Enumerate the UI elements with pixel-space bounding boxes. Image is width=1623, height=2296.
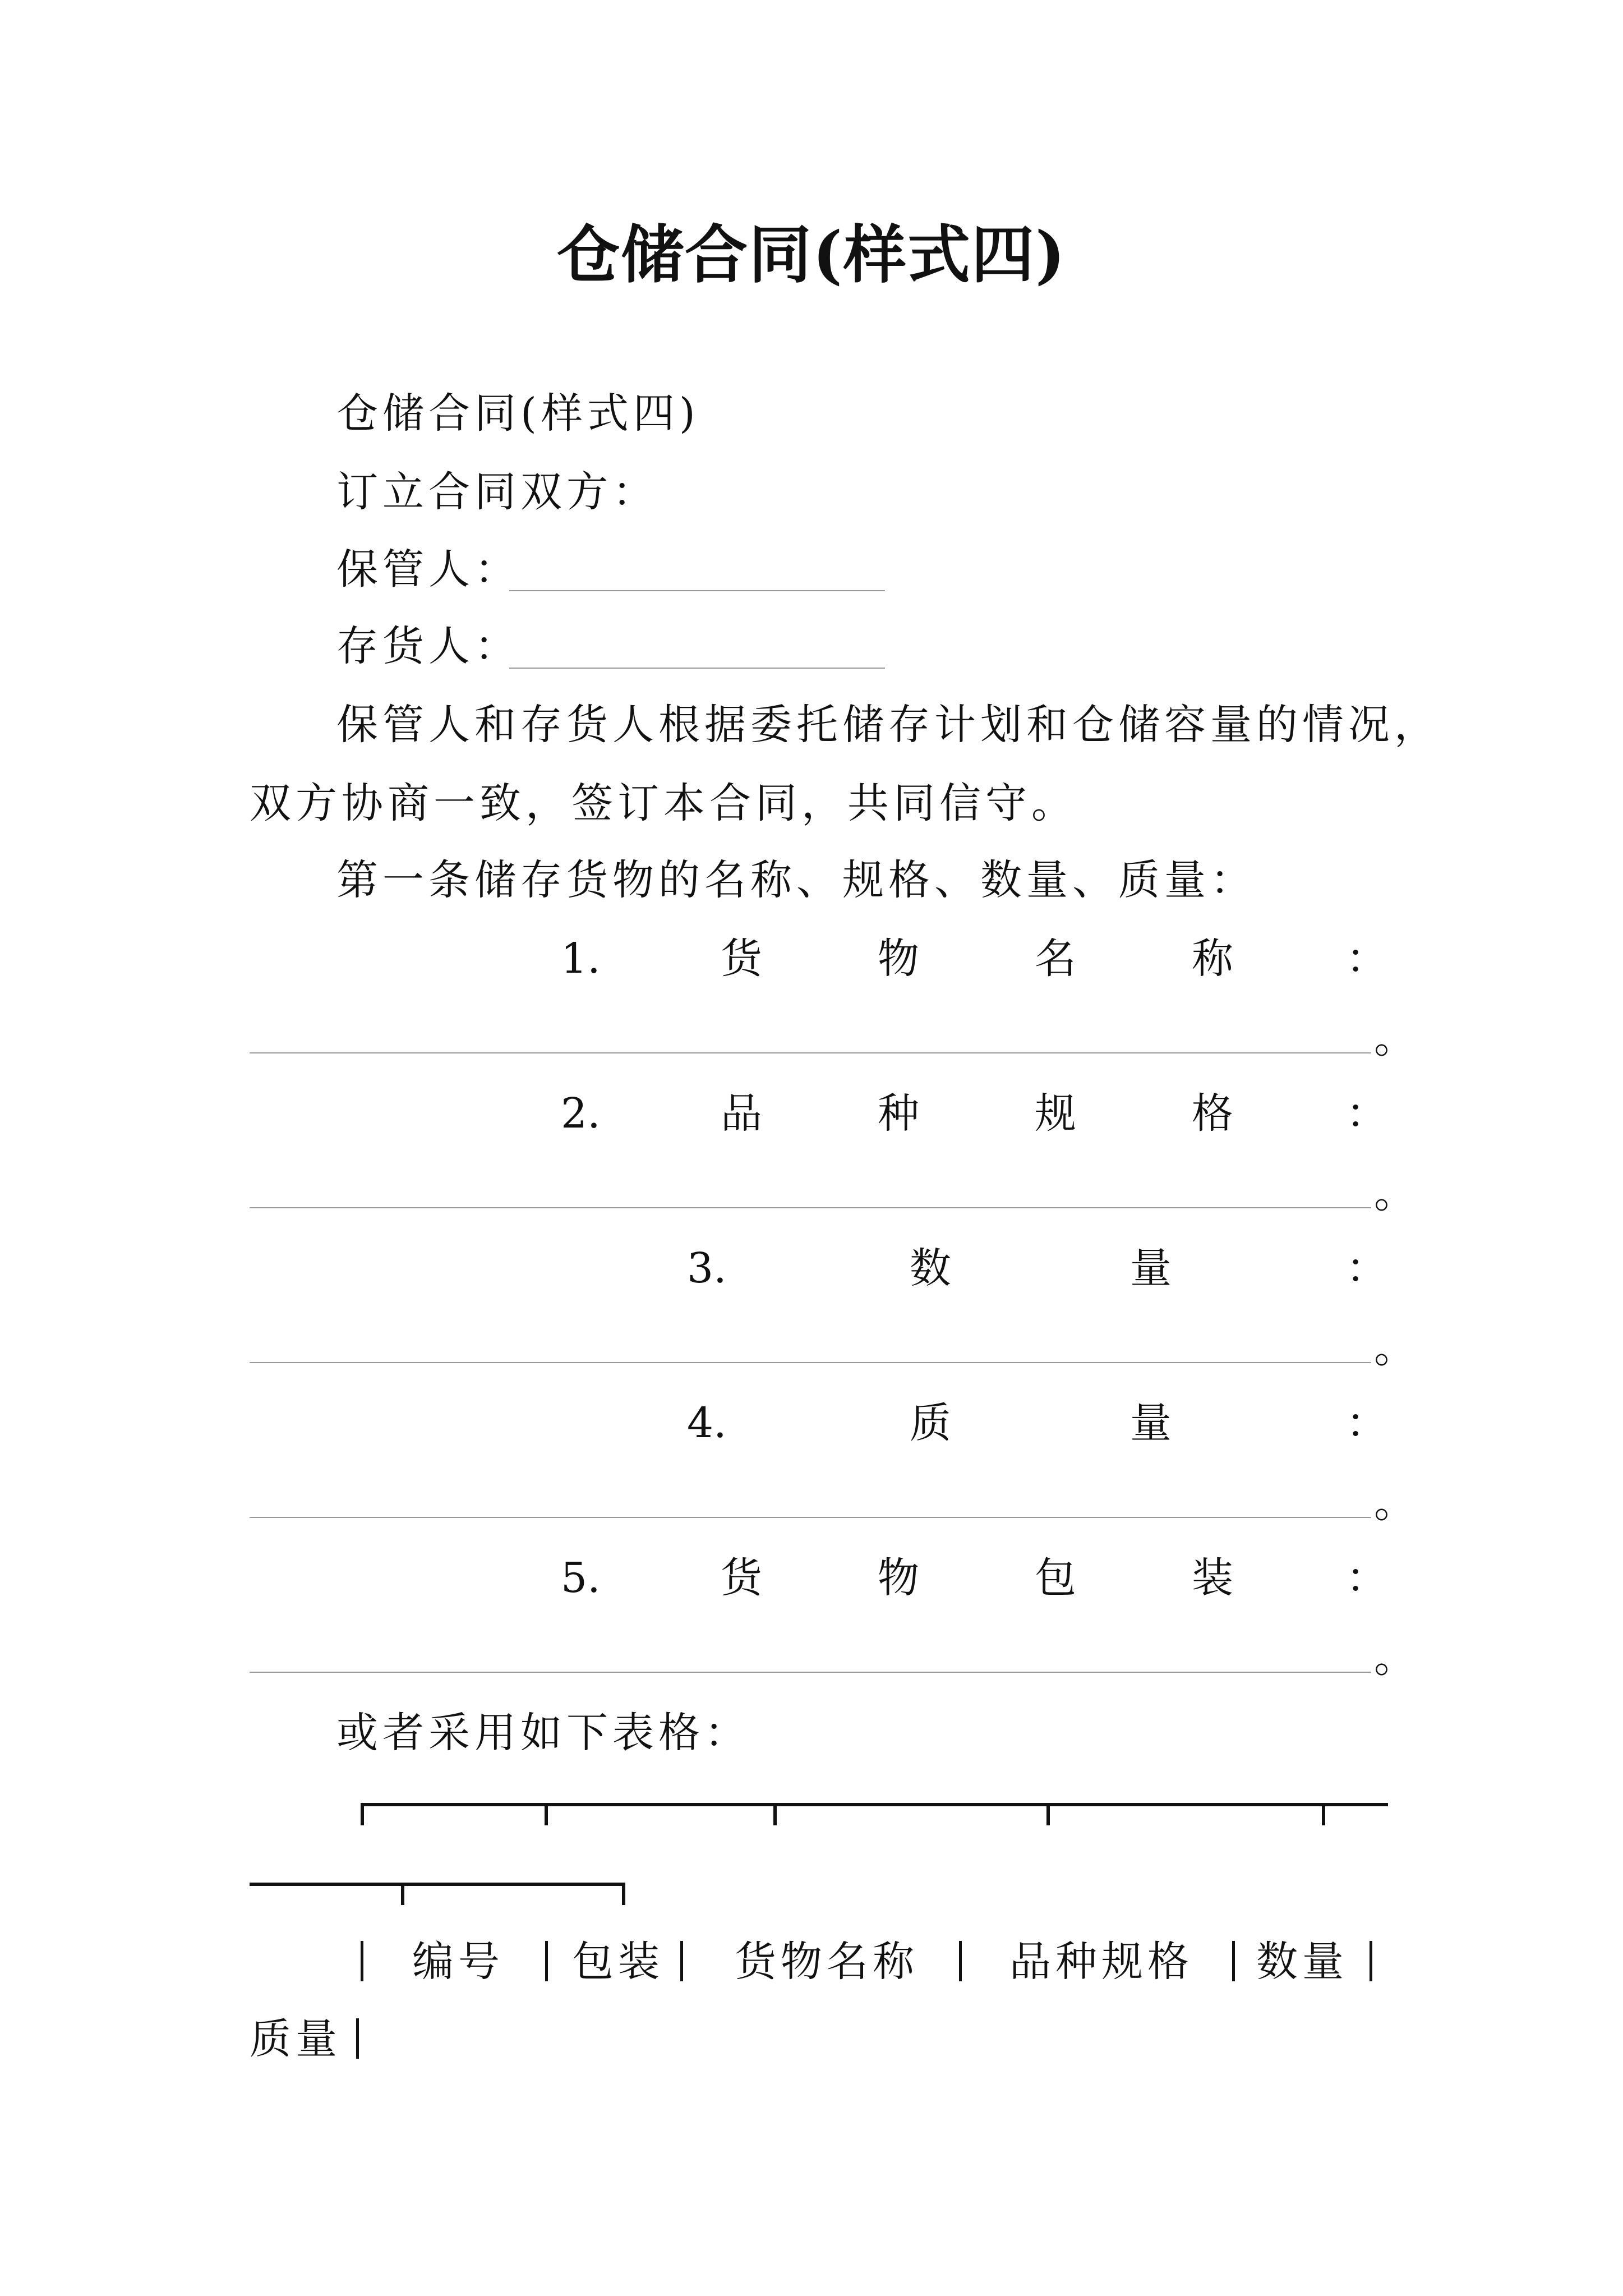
depositor-label: 存货人： bbox=[336, 622, 520, 670]
item-1-number: 1. bbox=[561, 935, 601, 983]
document-heading: 仓储合同(样式四) bbox=[336, 389, 700, 438]
document-title: 仓储合同(样式四) bbox=[557, 218, 1066, 292]
item-4-char-2: 量 bbox=[1130, 1399, 1172, 1447]
item-2-period: 。 bbox=[1374, 1169, 1415, 1217]
item-1-blank bbox=[250, 1052, 1371, 1053]
item-5-blank bbox=[250, 1672, 1371, 1673]
item-4-colon: ： bbox=[1346, 1399, 1387, 1447]
item-4-period: 。 bbox=[1374, 1479, 1415, 1527]
table-header-quality: 质量 bbox=[250, 2015, 342, 2063]
item-4-char-1: 质 bbox=[910, 1399, 951, 1447]
item-4-number: 4. bbox=[687, 1399, 727, 1447]
item-5-char-1: 货 bbox=[721, 1554, 762, 1602]
item-1-char-4: 称 bbox=[1192, 935, 1233, 983]
item-2-number: 2. bbox=[561, 1089, 601, 1138]
item-1-colon: ： bbox=[1346, 935, 1387, 983]
table-header-goods-name: 货物名称 bbox=[735, 1938, 919, 1986]
item-2-blank bbox=[250, 1207, 1371, 1208]
parties-intro: 订立合同双方： bbox=[336, 468, 658, 516]
item-5-char-3: 包 bbox=[1035, 1554, 1076, 1602]
item-4-blank bbox=[250, 1517, 1371, 1518]
table-header-spec: 品种规格 bbox=[1009, 1938, 1193, 1986]
item-5-number: 5. bbox=[561, 1554, 601, 1602]
item-3-blank bbox=[250, 1362, 1371, 1363]
item-1-char-3: 名 bbox=[1035, 935, 1076, 983]
item-1-period: 。 bbox=[1374, 1014, 1415, 1062]
item-1-char-2: 物 bbox=[878, 935, 919, 983]
item-5-char-2: 物 bbox=[878, 1554, 919, 1602]
item-3-char-2: 量 bbox=[1130, 1244, 1172, 1292]
table-header-number: 编号 bbox=[412, 1938, 504, 1986]
item-3-colon: ： bbox=[1346, 1244, 1387, 1292]
item-2-char-1: 品 bbox=[721, 1089, 762, 1138]
preamble-line-1: 保管人和存货人根据委托储存计划和仓储容量的情况， bbox=[336, 701, 1440, 749]
article1-heading: 第一条储存货物的名称、规格、数量、质量： bbox=[336, 856, 1256, 904]
item-2-char-2: 种 bbox=[878, 1089, 919, 1138]
item-3-char-1: 数 bbox=[910, 1244, 951, 1292]
custodian-label: 保管人： bbox=[336, 545, 520, 593]
preamble-line-2: 双方协商一致，签订本合同，共同信守。 bbox=[250, 779, 1077, 827]
depositor-blank bbox=[509, 668, 885, 669]
item-5-char-4: 装 bbox=[1192, 1554, 1233, 1602]
item-2-colon: ： bbox=[1346, 1089, 1387, 1138]
table-header-quantity: 数量 bbox=[1256, 1938, 1348, 1986]
item-5-colon: ： bbox=[1346, 1554, 1387, 1602]
custodian-blank bbox=[509, 590, 885, 591]
item-3-period: 。 bbox=[1374, 1324, 1415, 1372]
item-1-char-1: 货 bbox=[721, 935, 762, 983]
table-intro: 或者采用如下表格： bbox=[336, 1709, 750, 1757]
table-header-packaging: 包装 bbox=[572, 1938, 664, 1986]
item-2-char-4: 格 bbox=[1192, 1089, 1233, 1138]
item-5-period: 。 bbox=[1374, 1634, 1415, 1682]
item-3-number: 3. bbox=[687, 1244, 727, 1292]
item-2-char-3: 规 bbox=[1035, 1089, 1076, 1138]
